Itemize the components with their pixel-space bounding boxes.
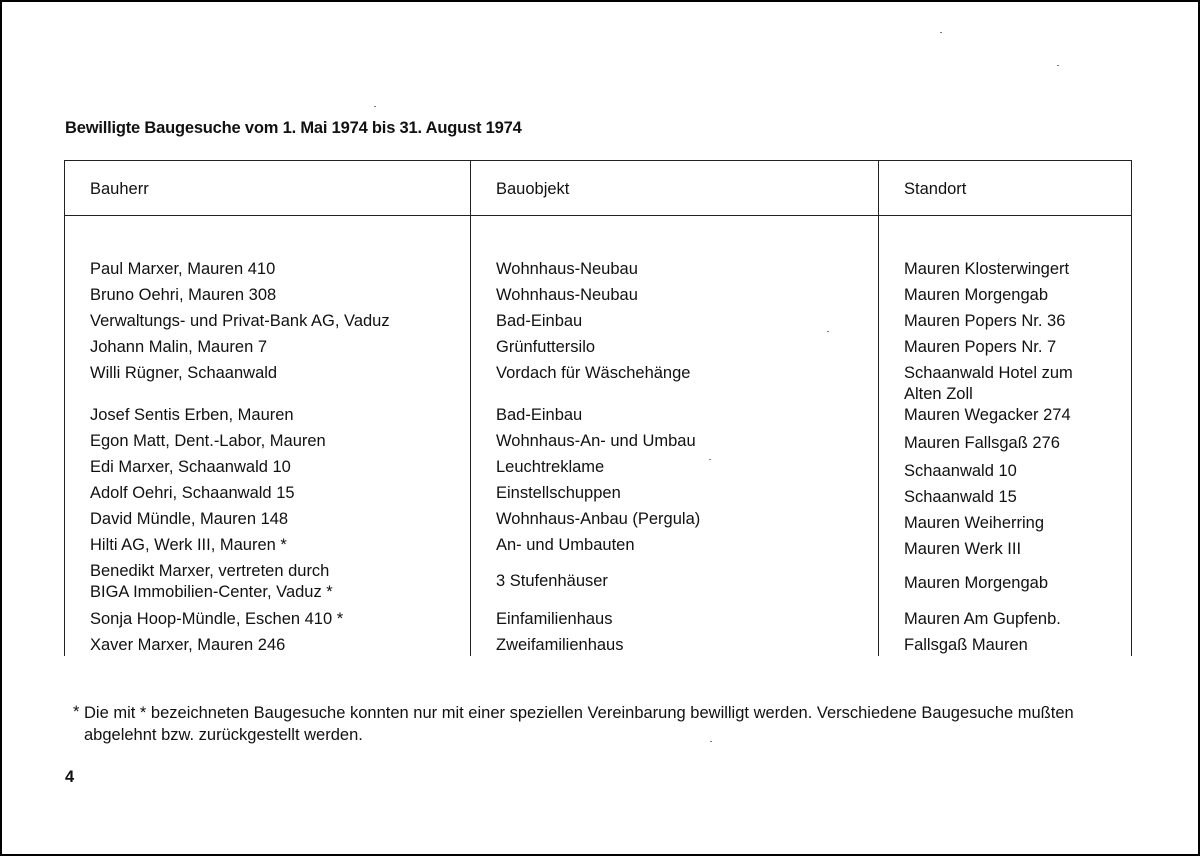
cell-standort: Mauren Morgengab xyxy=(904,574,1049,592)
cell-standort: Mauren Am Gupfenb. xyxy=(904,610,1061,628)
cell-bauherr: Egon Matt, Dent.-Labor, Mauren xyxy=(90,432,326,450)
cell-bauobjekt: Grünfuttersilo xyxy=(496,338,596,356)
cell-standort: Mauren Werk III xyxy=(904,540,1022,558)
table-right-border xyxy=(1131,160,1132,656)
cell-bauobjekt: Vordach für Wäschehänge xyxy=(496,364,691,382)
scan-speck xyxy=(1057,65,1059,66)
cell-bauobjekt: Wohnhaus-Anbau (Pergula) xyxy=(496,510,701,528)
table-header-rule xyxy=(64,215,1132,216)
cell-bauobjekt: Bad-Einbau xyxy=(496,406,583,424)
cell-standort: Mauren Popers Nr. 7 xyxy=(904,338,1057,356)
cell-bauobjekt: Bad-Einbau xyxy=(496,312,583,330)
footnote-text: Die mit * bezeichneten Baugesuche konnten nur mit einer speziellen Vereinbarung bewilligt werden. Verschiedene Baugesuche mußten abgelehnt bzw. zurückgestellt werden. xyxy=(84,704,1074,744)
cell-bauherr: Adolf Oehri, Schaanwald 15 xyxy=(90,484,295,502)
scan-speck xyxy=(374,106,376,107)
cell-bauobjekt: 3 Stufenhäuser xyxy=(496,572,608,590)
column-header-bauherr: Bauherr xyxy=(90,180,149,198)
cell-standort: Mauren Morgengab xyxy=(904,286,1049,304)
scan-speck xyxy=(709,459,711,460)
cell-bauherr: Josef Sentis Erben, Mauren xyxy=(90,406,294,424)
cell-bauherr: Sonja Hoop-Mündle, Eschen 410 * xyxy=(90,610,344,628)
column-header-standort: Standort xyxy=(904,180,967,198)
cell-bauherr: Verwaltungs- und Privat-Bank AG, Vaduz xyxy=(90,312,390,330)
cell-bauherr: Willi Rügner, Schaanwald xyxy=(90,364,278,382)
cell-bauherr: Xaver Marxer, Mauren 246 xyxy=(90,636,286,654)
cell-bauherr: Hilti AG, Werk III, Mauren * xyxy=(90,536,287,554)
cell-bauherr: David Mündle, Mauren 148 xyxy=(90,510,289,528)
column-divider-1 xyxy=(470,160,471,656)
cell-standort: Mauren Weiherring xyxy=(904,514,1045,532)
column-header-bauobjekt: Bauobjekt xyxy=(496,180,570,198)
cell-standort: Schaanwald Hotel zum Alten Zoll xyxy=(904,364,1073,403)
cell-standort: Mauren Klosterwingert xyxy=(904,260,1070,278)
cell-standort: Fallsgaß Mauren xyxy=(904,636,1028,654)
cell-bauherr: Paul Marxer, Mauren 410 xyxy=(90,260,276,278)
permits-table xyxy=(64,160,1132,656)
scan-speck xyxy=(940,32,942,33)
cell-standort: Mauren Popers Nr. 36 xyxy=(904,312,1066,330)
cell-bauobjekt: Wohnhaus-Neubau xyxy=(496,286,638,304)
scan-speck xyxy=(827,331,829,332)
document-title: Bewilligte Baugesuche vom 1. Mai 1974 bis 31. August 1974 xyxy=(65,119,522,137)
footnote xyxy=(73,702,1140,746)
footnote-marker: * xyxy=(73,703,80,721)
cell-standort: Schaanwald 10 xyxy=(904,462,1017,480)
cell-bauobjekt: Wohnhaus-Neubau xyxy=(496,260,638,278)
cell-standort: Mauren Fallsgaß 276 xyxy=(904,434,1060,452)
cell-standort: Schaanwald 15 xyxy=(904,488,1017,506)
table-top-rule xyxy=(64,160,1132,161)
cell-bauobjekt: Einstellschuppen xyxy=(496,484,621,502)
page-number: 4 xyxy=(65,768,75,786)
cell-bauobjekt: Wohnhaus-An- und Umbau xyxy=(496,432,696,450)
table-left-border xyxy=(64,160,65,656)
cell-bauherr: Bruno Oehri, Mauren 308 xyxy=(90,286,277,304)
cell-bauherr: Edi Marxer, Schaanwald 10 xyxy=(90,458,291,476)
cell-bauobjekt: Leuchtreklame xyxy=(496,458,605,476)
cell-bauobjekt: Einfamilienhaus xyxy=(496,610,613,628)
cell-bauherr: Benedikt Marxer, vertreten durch BIGA Immobilien-Center, Vaduz * xyxy=(90,562,333,601)
cell-bauobjekt: Zweifamilienhaus xyxy=(496,636,624,654)
cell-standort: Mauren Wegacker 274 xyxy=(904,406,1071,424)
cell-bauobjekt: An- und Umbauten xyxy=(496,536,635,554)
column-divider-2 xyxy=(878,160,879,656)
scan-speck xyxy=(710,741,712,742)
cell-bauherr: Johann Malin, Mauren 7 xyxy=(90,338,268,356)
